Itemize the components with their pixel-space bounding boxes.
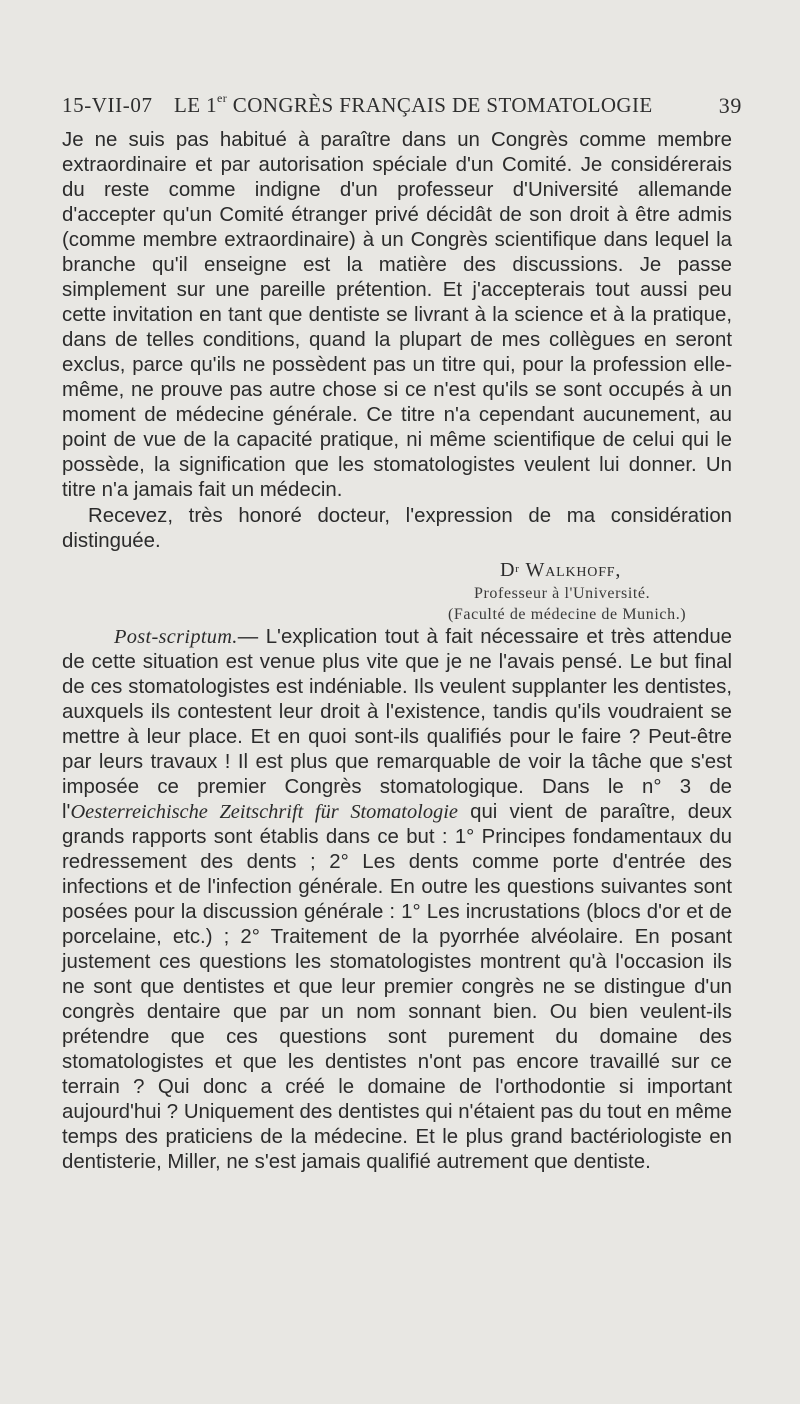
letter [62, 128, 732, 554]
page-number: 39 [718, 93, 742, 118]
header-title-sup: er [217, 91, 228, 105]
postscript-paragraph [62, 625, 732, 1175]
signature-block [440, 557, 732, 625]
journal-title: Oesterreichische Zeitschrift für Stomatologie [70, 801, 458, 823]
postscript-text-1: — L'explication tout à fait nécessaire et très attendue de cette situation est venue plus vite que je ne l'avais pensé. Le but final de ces stomatologistes est indéniable. Ils veulent supplanter les dentistes, auxquels ils contestent leur droit à l'existence, tandis qu'ils voudraient se mettre à leur place. Et en quoi sont-ils qualifiés pour le faire ? Peut-être par leurs travaux ! Il est plus que remarquable de voir la tâche que s'est imposée ce premier Congrès stomatologique. Dans le n° 3 de l' [62, 626, 732, 823]
signature-title-sup: r [515, 563, 520, 575]
signature-title: D [500, 559, 516, 581]
postscript-label: Post-scriptum. [114, 626, 238, 648]
header-title-rest: CONGRÈS FRANÇAIS DE STOMATOLOGIE [227, 93, 653, 117]
signature-affiliation: (Faculté de médecine de Munich.) [448, 606, 687, 623]
signature-position: Professeur à l'Université. [474, 585, 651, 602]
signature-surname: Walkhoff, [525, 559, 622, 581]
letter-paragraph-1: Je ne suis pas habitué à paraître dans un Congrès comme membre extraordinaire et par autorisation spéciale d'un Comité. Je considérerais du reste comme indigne d'un professeur d'Université allemande d'accepter qu'un Comité étranger privé décidât de son droit à être admis (comme membre extraordinaire) à un Congrès scientifique dans lequel la branche qu'il enseigne est la matière des discussions. Je passe simplement sur une pareille prétention. Et j'accepterais tout aussi peu cette invitation en tant que dentiste se livrant à la science et à la pratique, dans de telles conditions, quand la plupart de mes collègues en seront exclus, parce qu'ils ne possèdent pas un titre qui, pour la profession elle-même, ne prouve pas autre chose si ce n'est qu'ils se sont occupés à un moment de médecine générale. Ce titre n'a cependant aucunement, au point de vue de la capacité pratique, ni même scientifique de celui qui le possède, la signification que les stomatologistes veulent lui donner. Un titre n'a jamais fait un médecin. [62, 129, 732, 501]
header-date: 15-VII-07 [62, 93, 153, 117]
header-title-prefix: LE 1 [174, 93, 218, 117]
letter-salutation: Recevez, très honoré docteur, l'expression de ma considération distinguée. [62, 505, 732, 552]
postscript-text-2: qui vient de paraître, deux grands rapports sont établis dans ce but : 1° Principes fondamentaux du redressement des dents ; 2° Les dents comme porte d'entrée des infections et de l'infection générale. En outre les questions suivantes sont posées pour la discussion générale : 1° Les incrustations (blocs d'or et de porcelaine, etc.) ; 2° Traitement de la pyorrhée alvéolaire. En posant justement ces questions les stomatologistes montrent qu'à l'occasion ils ne sont que dentistes et que leur premier congrès ne se distingue d'un congrès dentaire que par un nom sonnant bien. Ou bien veulent-ils prétendre que ces questions sont purement du domaine des stomatologistes et que les dentistes n'ont pas encore travaillé sur ce terrain ? Qui donc a créé le domaine de l'orthodontie si important aujourd'hui ? Uniquement des dentistes qui n'étaient pas du tout en même temps des praticiens de la médecine. Et le plus grand bactériologiste en dentisterie, Miller, ne s'est jamais qualifié autrement que dentiste. [62, 801, 732, 1173]
header-title [174, 93, 653, 118]
running-header [62, 93, 742, 127]
signature-name [500, 557, 732, 583]
page-body [62, 128, 732, 1175]
